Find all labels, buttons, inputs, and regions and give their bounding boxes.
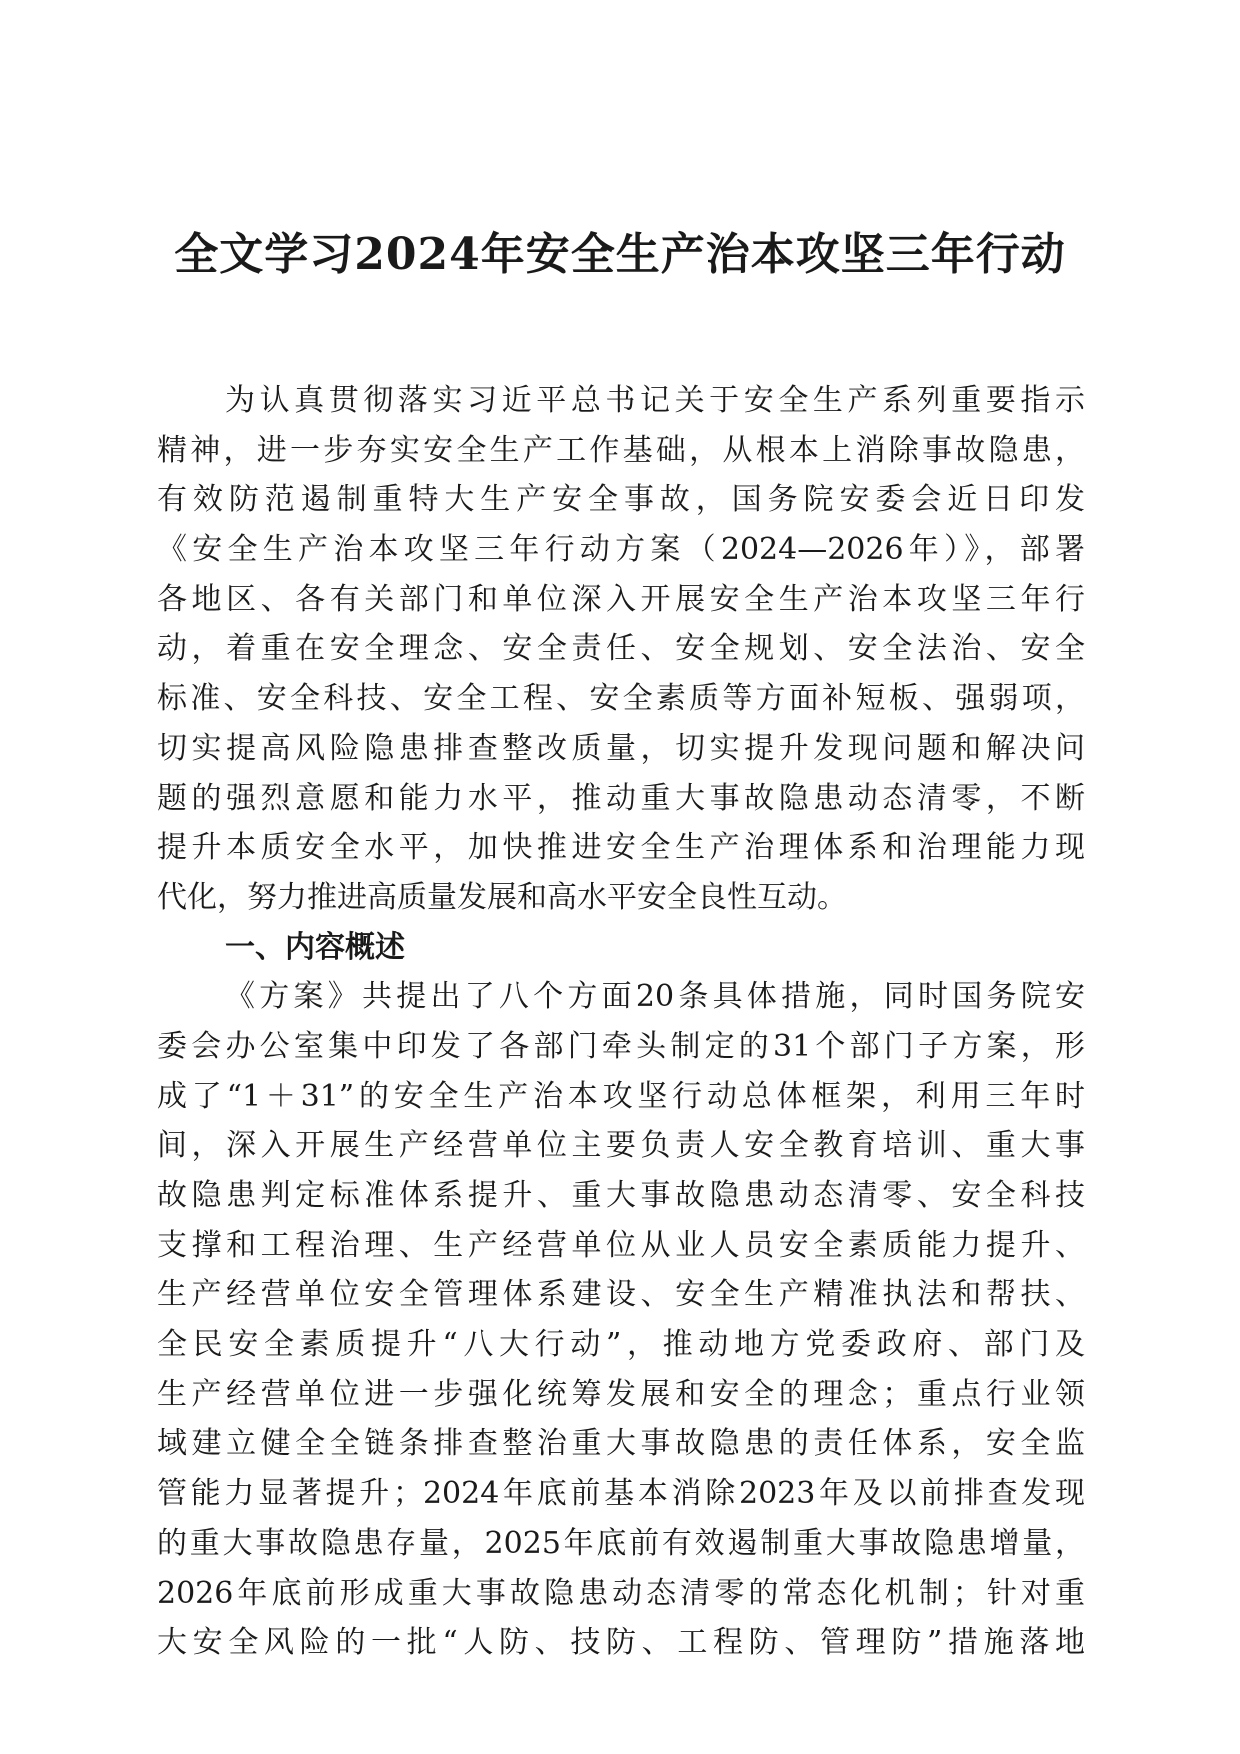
paragraph-line: 生产经营单位进一步强化统筹发展和安全的理念；重点行业领 xyxy=(157,1376,1085,1412)
section-heading: 一、内容概述 xyxy=(225,929,405,965)
document-body xyxy=(157,376,1085,1668)
paragraph-line: 有效防范遏制重特大生产安全事故，国务院安委会近日印发 xyxy=(157,482,1085,518)
paragraph-line: 标准、安全科技、安全工程、安全素质等方面补短板、强弱项， xyxy=(157,681,1085,717)
paragraph-line: 精神，进一步夯实安全生产工作基础，从根本上消除事故隐患， xyxy=(157,432,1085,468)
paragraph-line: 《方案》共提出了八个方面20条具体措施，同时国务院安 xyxy=(225,979,1085,1015)
paragraph-line: 代化，努力推进高质量发展和高水平安全良性互动。 xyxy=(157,879,847,915)
document-title: 全文学习2024年安全生产治本攻坚三年行动 xyxy=(174,229,1066,280)
paragraph-line: 大安全风险的一批“人防、技防、工程防、管理防”措施落地 xyxy=(157,1625,1085,1661)
paragraph-line: 故隐患判定标准体系提升、重大事故隐患动态清零、安全科技 xyxy=(157,1178,1085,1213)
paragraph-line: 切实提高风险隐患排查整改质量，切实提升发现问题和解决问 xyxy=(157,730,1085,766)
paragraph-line: 的重大事故隐患存量，2025年底前有效遏制重大事故隐患增量， xyxy=(157,1525,1085,1561)
paragraph-line: 全民安全素质提升“八大行动”，推动地方党委政府、部门及 xyxy=(157,1327,1085,1363)
paragraph-line: 为认真贯彻落实习近平总书记关于安全生产系列重要指示 xyxy=(225,383,1085,418)
paragraph-line: 提升本质安全水平，加快推进安全生产治理体系和治理能力现 xyxy=(157,830,1085,866)
paragraph-line: 委会办公室集中印发了各部门牵头制定的31个部门子方案，形 xyxy=(157,1028,1085,1064)
paragraph-line: 支撑和工程治理、生产经营单位从业人员安全素质能力提升、 xyxy=(157,1227,1085,1263)
paragraph-line: 题的强烈意愿和能力水平，推动重大事故隐患动态清零，不断 xyxy=(157,780,1085,816)
paragraph-line: 生产经营单位安全管理体系建设、安全生产精准执法和帮扶、 xyxy=(157,1277,1085,1313)
paragraph-line: 域建立健全全链条排查整治重大事故隐患的责任体系，安全监 xyxy=(157,1426,1085,1462)
paragraph-line: 成了“1＋31”的安全生产治本攻坚行动总体框架，利用三年时 xyxy=(157,1078,1085,1114)
paragraph-line: 间，深入开展生产经营单位主要负责人安全教育培训、重大事 xyxy=(157,1128,1085,1164)
paragraph-line: 管能力显著提升；2024年底前基本消除2023年及以前排查发现 xyxy=(157,1476,1085,1512)
paragraph-line: 动，着重在安全理念、安全责任、安全规划、安全法治、安全 xyxy=(157,631,1085,667)
paragraph-line: 各地区、各有关部门和单位深入开展安全生产治本攻坚三年行 xyxy=(157,581,1085,617)
paragraph-line: 2026年底前形成重大事故隐患动态清零的常态化机制；针对重 xyxy=(157,1575,1085,1611)
paragraph-line: 《安全生产治本攻坚三年行动方案（2024—2026年）》，部署 xyxy=(157,532,1085,568)
